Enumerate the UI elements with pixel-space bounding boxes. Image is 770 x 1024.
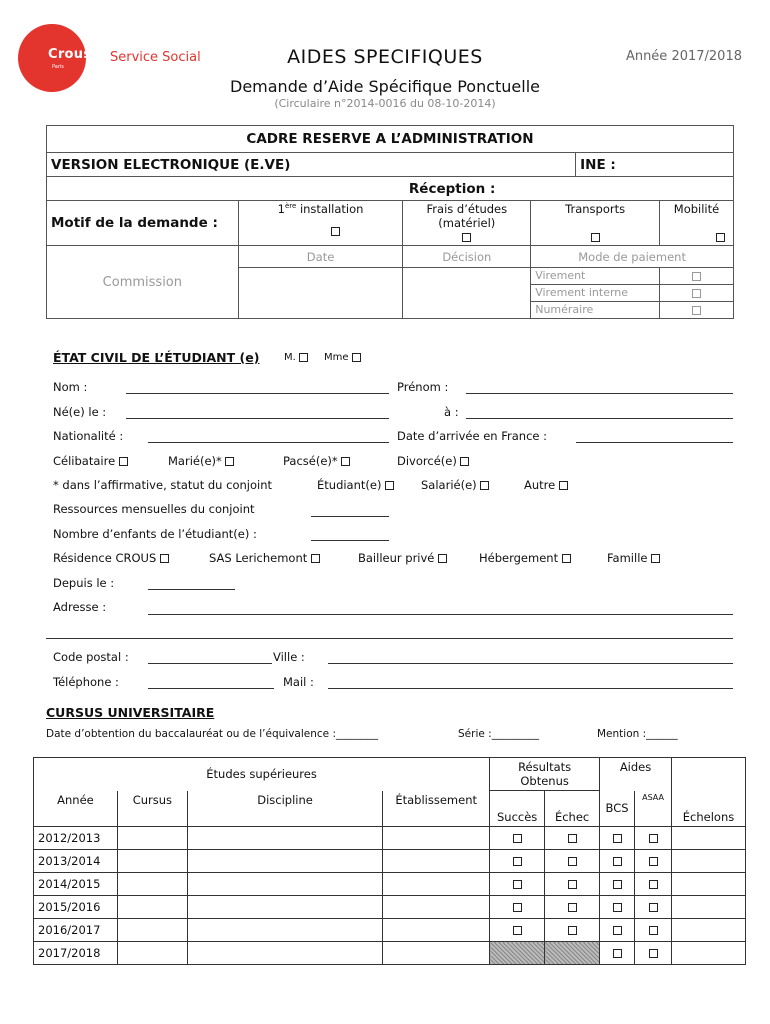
motif-frais[interactable] [403, 201, 531, 246]
echec-header: Échec [545, 791, 600, 827]
page-title: AIDES SPECIFIQUES [287, 46, 483, 68]
motif-mobilite[interactable] [660, 201, 734, 246]
page-subtitle: Demande d’Aide Spécifique Ponctuelle [230, 77, 540, 96]
succes-cell [490, 896, 545, 919]
asaa-checkbox[interactable] [649, 834, 658, 843]
conjoint-salarie-checkbox[interactable] [480, 481, 489, 490]
adresse-label: Adresse : [53, 600, 107, 614]
virement-interne-label: Virement interne [531, 285, 660, 302]
echec-cell [545, 873, 600, 896]
succes-cell [490, 919, 545, 942]
annee-cell: 2015/2016 [34, 896, 118, 919]
conjoint-salarie-label: Salarié(e) [421, 478, 477, 492]
cursus-row [34, 850, 746, 873]
admin-table [46, 125, 734, 319]
echelons-cell[interactable] [672, 850, 746, 873]
bcs-header: BCS [600, 791, 635, 827]
annee-cell: 2017/2018 [34, 942, 118, 965]
echelons-cell[interactable] [672, 873, 746, 896]
cursus-row [34, 919, 746, 942]
service-label: Service Social [110, 50, 201, 65]
decision-header: Décision [403, 246, 531, 268]
etablissement-cell[interactable] [383, 873, 490, 896]
asaa-checkbox[interactable] [649, 903, 658, 912]
bailleur-label: Bailleur privé [358, 551, 435, 565]
asaa-cell [635, 896, 672, 919]
ine-field[interactable]: INE : [576, 153, 734, 177]
echelons-cell[interactable] [672, 896, 746, 919]
pacse-option[interactable] [283, 454, 350, 468]
gender-m-checkbox[interactable] [299, 353, 308, 362]
annee-cell: 2012/2013 [34, 827, 118, 850]
etablissement-cell[interactable] [383, 919, 490, 942]
hebergement-checkbox[interactable] [562, 554, 571, 563]
divorce-label: Divorcé(e) [397, 454, 457, 468]
succes-cell [490, 827, 545, 850]
motif-mobilite-checkbox[interactable] [716, 233, 725, 242]
sas-checkbox[interactable] [311, 554, 320, 563]
succes-checkbox[interactable] [513, 857, 522, 866]
succes-checkbox[interactable] [513, 926, 522, 935]
cursus-cell[interactable] [117, 942, 187, 965]
date-cell[interactable] [238, 268, 403, 319]
aides-header: Aides [600, 758, 672, 791]
bcs-checkbox[interactable] [613, 926, 622, 935]
asaa-cell [635, 850, 672, 873]
discipline-cell[interactable] [187, 896, 382, 919]
date-arrivee-input[interactable] [576, 442, 733, 443]
etat-civil-title: ÉTAT CIVIL DE L’ÉTUDIANT (e) [53, 350, 260, 365]
conjoint-etudiant-checkbox[interactable] [385, 481, 394, 490]
motif-installation-sup: ère [284, 202, 297, 211]
obtenus-label: Obtenus [520, 774, 569, 788]
gender-mme-label: Mme [324, 352, 349, 363]
discipline-cell[interactable] [187, 850, 382, 873]
numeraire-checkbox[interactable] [692, 306, 701, 315]
ressources-label: Ressources mensuelles du conjoint [53, 502, 255, 516]
etudes-sup-header: Études supérieures [34, 758, 490, 791]
admin-title: CADRE RESERVE A L’ADMINISTRATION [47, 126, 734, 153]
asaa-checkbox[interactable] [649, 880, 658, 889]
gender-mme[interactable] [324, 352, 361, 363]
sas-option[interactable] [209, 551, 320, 565]
numeraire-label: Numéraire [531, 302, 660, 319]
conjoint-autre-label: Autre [524, 478, 556, 492]
logo-subtext: Paris [52, 64, 64, 70]
bcs-cell [600, 896, 635, 919]
depuis-input[interactable] [148, 589, 235, 590]
echec-cell [545, 919, 600, 942]
decision-cell[interactable] [403, 268, 531, 319]
annee-cell: 2016/2017 [34, 919, 118, 942]
nationalite-label: Nationalité : [53, 429, 124, 443]
succes-cell [490, 873, 545, 896]
echec-cell [545, 850, 600, 873]
lieu-input[interactable] [466, 418, 733, 419]
motif-label: Motif de la demande : [47, 201, 239, 246]
sas-label: SAS Lerichemont [209, 551, 308, 565]
annee-cell: 2013/2014 [34, 850, 118, 873]
circulaire-ref: (Circulaire n°2014-0016 du 08-10-2014) [274, 97, 496, 110]
echec-cell [545, 827, 600, 850]
affirmative-label: * dans l’affirmative, statut du conjoint [53, 478, 272, 492]
year-label: Année 2017/2018 [625, 49, 742, 64]
serie-field[interactable]: Série :_________ [458, 728, 539, 740]
succes-header: Succès [490, 791, 545, 827]
succes-checkbox[interactable] [513, 880, 522, 889]
annee-cell: 2014/2015 [34, 873, 118, 896]
asaa-cell [635, 919, 672, 942]
marie-checkbox[interactable] [225, 457, 234, 466]
echec-disabled-cell [545, 942, 600, 965]
bcs-cell [600, 850, 635, 873]
motif-mobilite-label: Mobilité [673, 202, 720, 216]
adresse-input[interactable] [148, 614, 733, 615]
motif-frais-label2: (matériel) [438, 216, 496, 230]
prenom-input[interactable] [466, 393, 733, 394]
conjoint-etudiant-option[interactable] [317, 478, 394, 492]
etablissement-header: Établissement [383, 791, 490, 827]
resultats-header [490, 758, 600, 791]
bcs-checkbox[interactable] [613, 903, 622, 912]
echelons-cell[interactable] [672, 827, 746, 850]
bcs-cell [600, 942, 635, 965]
bailleur-option[interactable] [358, 551, 447, 565]
echelons-header: Échelons [672, 758, 746, 827]
ressources-input[interactable] [311, 516, 389, 517]
asaa-cell [635, 873, 672, 896]
resultats-label: Résultats [518, 760, 572, 774]
bcs-cell [600, 919, 635, 942]
cursus-cell[interactable] [117, 896, 187, 919]
echec-checkbox[interactable] [568, 857, 577, 866]
famille-checkbox[interactable] [651, 554, 660, 563]
echec-checkbox[interactable] [568, 834, 577, 843]
mode-paiement-header: Mode de paiement [531, 246, 734, 268]
mail-label: Mail : [283, 675, 314, 689]
date-arrivee-label: Date d’arrivée en France : [397, 429, 547, 443]
etablissement-cell[interactable] [383, 896, 490, 919]
bcs-cell [600, 827, 635, 850]
hebergement-label: Hébergement [479, 551, 559, 565]
bcs-cell [600, 873, 635, 896]
motif-frais-label: Frais d’études [426, 202, 508, 216]
reception-field[interactable]: Réception : [403, 177, 734, 201]
motif-transports-checkbox[interactable] [591, 233, 600, 242]
pacse-checkbox[interactable] [341, 457, 350, 466]
celibataire-option[interactable] [53, 454, 128, 468]
discipline-cell[interactable] [187, 827, 382, 850]
code-postal-input[interactable] [148, 663, 272, 664]
echelons-cell[interactable] [672, 942, 746, 965]
divorce-checkbox[interactable] [460, 457, 469, 466]
conjoint-etudiant-label: Étudiant(e) [317, 478, 382, 492]
celibataire-checkbox[interactable] [119, 457, 128, 466]
echec-checkbox[interactable] [568, 903, 577, 912]
marie-option[interactable] [168, 454, 234, 468]
bcs-checkbox[interactable] [613, 880, 622, 889]
residence-crous-label: Résidence CROUS [53, 551, 157, 565]
asaa-checkbox[interactable] [649, 857, 658, 866]
cursus-cell[interactable] [117, 873, 187, 896]
discipline-header: Discipline [187, 791, 382, 827]
hebergement-option[interactable] [479, 551, 571, 565]
discipline-cell[interactable] [187, 942, 382, 965]
cursus-table [33, 757, 746, 965]
cursus-cell[interactable] [117, 919, 187, 942]
marie-label: Marié(e)* [168, 454, 222, 468]
cursus-cell[interactable] [117, 827, 187, 850]
enfants-input[interactable] [311, 540, 389, 541]
motif-transports-label: Transports [565, 202, 626, 216]
motif-frais-checkbox[interactable] [462, 233, 471, 242]
version-label: VERSION ELECTRONIQUE (E.VE) [47, 153, 576, 177]
conjoint-salarie-option[interactable] [421, 478, 489, 492]
nationalite-input[interactable] [148, 442, 389, 443]
asaa-header: ASAA [635, 791, 672, 827]
discipline-cell[interactable] [187, 873, 382, 896]
virement-interne-checkbox[interactable] [692, 289, 701, 298]
motif-transports[interactable] [531, 201, 660, 246]
pacse-label: Pacsé(e)* [283, 454, 338, 468]
telephone-input[interactable] [148, 688, 274, 689]
ne-le-label: Né(e) le : [53, 405, 107, 419]
cursus-row [34, 873, 746, 896]
asaa-checkbox[interactable] [649, 926, 658, 935]
adresse-input-line2[interactable] [46, 638, 733, 639]
etablissement-cell[interactable] [383, 850, 490, 873]
cursus-row [34, 827, 746, 850]
date-header: Date [238, 246, 403, 268]
mention-field[interactable]: Mention :______ [597, 728, 678, 740]
code-postal-label: Code postal : [53, 650, 129, 664]
famille-label: Famille [607, 551, 648, 565]
famille-option[interactable] [607, 551, 660, 565]
conjoint-autre-checkbox[interactable] [559, 481, 568, 490]
virement-checkbox[interactable] [692, 272, 701, 281]
cursus-row [34, 942, 746, 965]
bcs-checkbox[interactable] [613, 949, 622, 958]
ne-le-input[interactable] [126, 418, 389, 419]
cursus-row [34, 896, 746, 919]
etablissement-cell[interactable] [383, 827, 490, 850]
motif-installation[interactable] [238, 201, 403, 246]
cursus-cell[interactable] [117, 850, 187, 873]
bcs-checkbox[interactable] [613, 857, 622, 866]
discipline-cell[interactable] [187, 919, 382, 942]
cursus-title: CURSUS UNIVERSITAIRE [46, 705, 215, 720]
depuis-label: Depuis le : [53, 576, 115, 590]
nom-label: Nom : [53, 380, 88, 394]
gender-mme-checkbox[interactable] [352, 353, 361, 362]
nom-input[interactable] [126, 393, 389, 394]
motif-installation-checkbox[interactable] [331, 227, 340, 236]
residence-crous-checkbox[interactable] [160, 554, 169, 563]
logo-text: Crous [48, 47, 92, 62]
commission-label: Commission [47, 246, 239, 319]
echec-cell [545, 896, 600, 919]
bcs-checkbox[interactable] [613, 834, 622, 843]
echec-checkbox[interactable] [568, 880, 577, 889]
ville-label: Ville : [273, 650, 305, 664]
succes-cell [490, 850, 545, 873]
bailleur-checkbox[interactable] [438, 554, 447, 563]
prenom-label: Prénom : [397, 380, 449, 394]
mail-input[interactable] [328, 688, 733, 689]
gender-m-label: M. [284, 352, 296, 363]
enfants-label: Nombre d’enfants de l’étudiant(e) : [53, 527, 257, 541]
motif-installation-label: installation [296, 202, 364, 216]
ville-input[interactable] [328, 663, 733, 664]
residence-crous-option[interactable] [53, 551, 169, 565]
etablissement-cell[interactable] [383, 942, 490, 965]
gender-m[interactable] [284, 352, 308, 363]
echec-checkbox[interactable] [568, 926, 577, 935]
asaa-checkbox[interactable] [649, 949, 658, 958]
echelons-cell[interactable] [672, 919, 746, 942]
asaa-cell [635, 827, 672, 850]
bac-field[interactable]: Date d’obtention du baccalauréat ou de l’équivalence :________ [46, 728, 379, 740]
motif-installation-num: 1 [277, 202, 285, 216]
celibataire-label: Célibataire [53, 454, 116, 468]
telephone-label: Téléphone : [53, 675, 119, 689]
conjoint-autre-option[interactable] [524, 478, 568, 492]
succes-checkbox[interactable] [513, 903, 522, 912]
divorce-option[interactable] [397, 454, 469, 468]
lieu-label: à : [444, 405, 459, 419]
asaa-cell [635, 942, 672, 965]
annee-header: Année [34, 791, 118, 827]
succes-disabled-cell [490, 942, 545, 965]
succes-checkbox[interactable] [513, 834, 522, 843]
virement-label: Virement [531, 268, 660, 285]
cursus-header: Cursus [117, 791, 187, 827]
